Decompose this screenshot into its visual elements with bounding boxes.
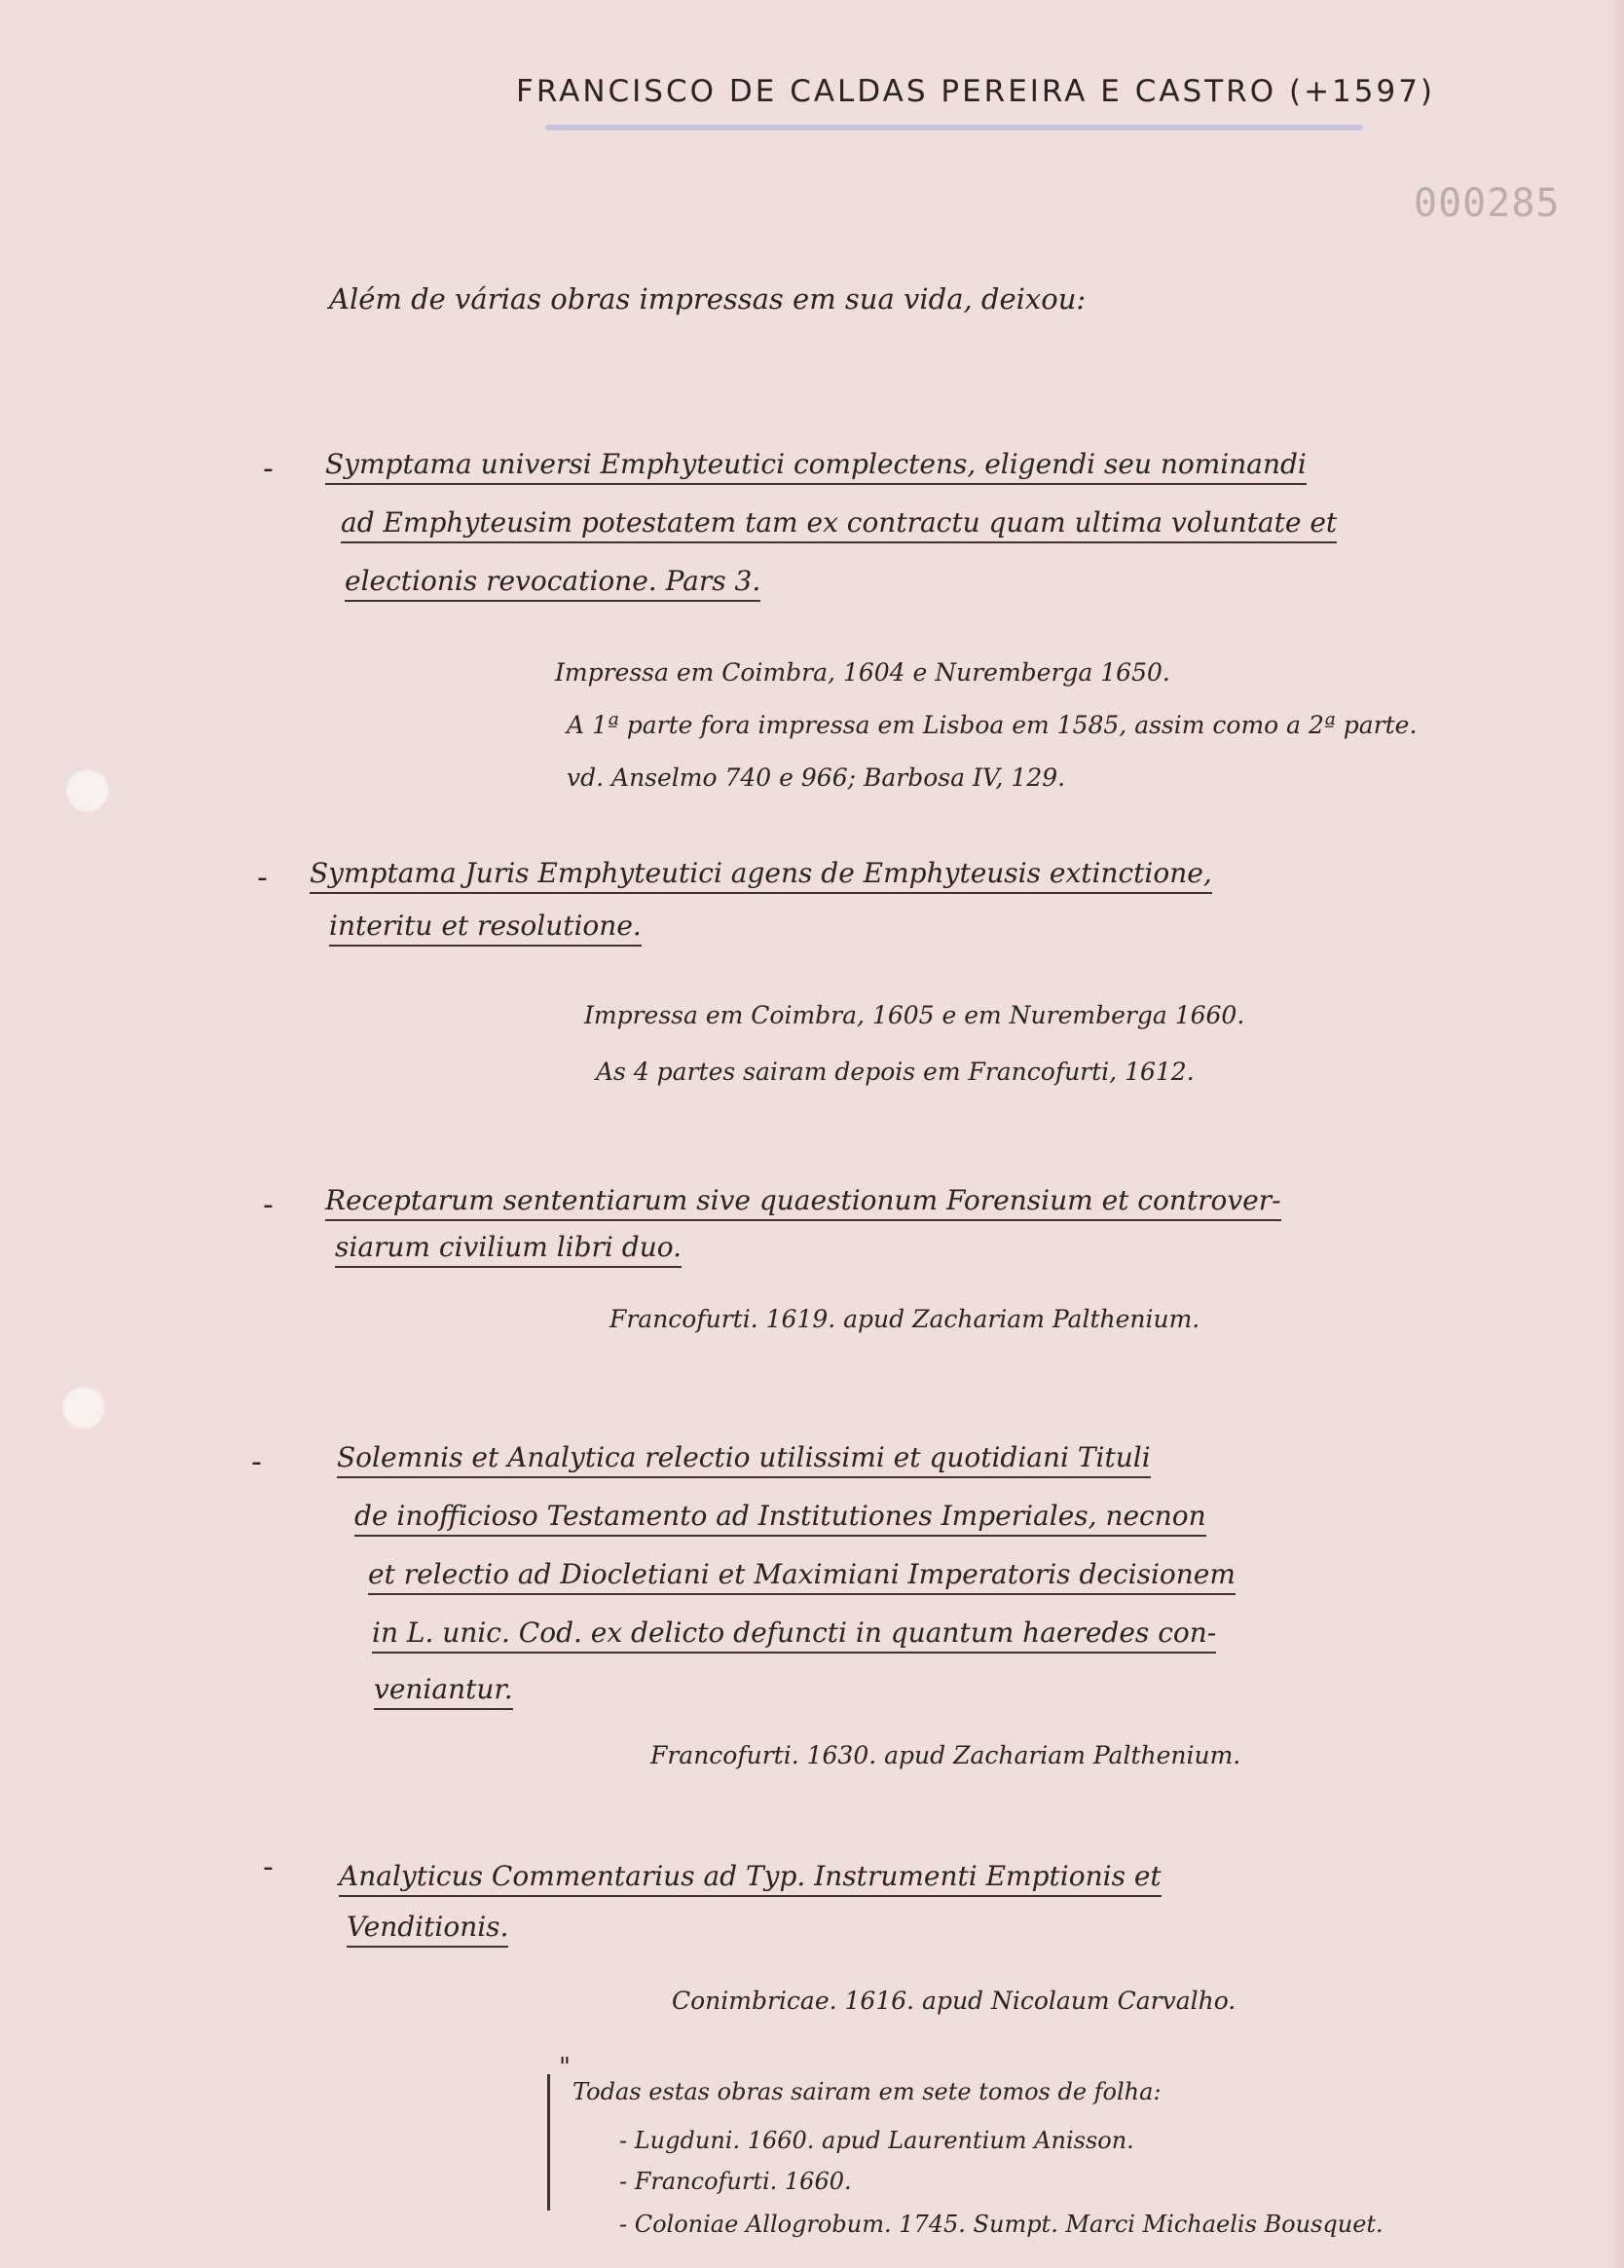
work-1-title-line-3: electionis revocatione. Pars 3. [345,565,760,602]
punch-hole-upper [64,767,109,812]
work-4-title-line-4: in L. unic. Cod. ex delicto defuncti in quantum haeredes con- [372,1617,1216,1654]
work-3-dash: - [263,1188,274,1222]
work-5-dash: - [263,1850,274,1884]
intro-text: Além de várias obras impressas em sua vida, deixou: [329,282,1087,316]
work-1-note-3: vd. Anselmo 740 e 966; Barbosa IV, 129. [567,763,1066,792]
title-underline [545,125,1363,130]
work-1-title-line-1: Symptama universi Emphyteutici complectens, eligendi seu nominandi [325,448,1307,485]
work-1-note-1: Impressa em Coimbra, 1604 e Nuremberga 1650. [555,658,1170,687]
work-4-note-1: Francofurti. 1630. apud Zachariam Palthenium. [650,1741,1241,1769]
archive-stamp-number: 000285 [1414,181,1561,226]
work-1-title-line-2: ad Emphyteusim potestatem tam ex contractu quam ultima voluntate et [341,506,1337,543]
footer-line-4: - Coloniae Allogrobum. 1745. Sumpt. Marci Michaelis Bousquet. [619,2211,1384,2238]
footer-line-1: Todas estas obras sairam em sete tomos de folha: [572,2078,1162,2105]
work-5-title-line-1: Analyticus Commentarius ad Typ. Instrumenti Emptionis et [339,1860,1162,1897]
footer-bracket [547,2074,550,2211]
work-2-note-2: As 4 partes sairam depois em Francofurti, 1612. [596,1058,1195,1086]
work-2-title-line-1: Symptama Juris Emphyteutici agens de Emphyteusis extinctione, [310,857,1212,894]
footer-line-3: - Francofurti. 1660. [619,2168,852,2195]
work-3-note-1: Francofurti. 1619. apud Zachariam Palthenium. [609,1305,1200,1333]
footer-line-2: - Lugduni. 1660. apud Laurentium Anisson. [619,2127,1134,2154]
work-1-note-2: A 1ª parte fora impressa em Lisboa em 1585, assim como a 2ª parte. [567,711,1418,739]
work-5-title-line-2: Venditionis. [347,1911,508,1948]
punch-hole-lower [60,1385,105,1430]
work-4-title-line-2: de inofficioso Testamento ad Institutiones Imperiales, necnon [354,1500,1206,1537]
work-5-note-1: Conimbricae. 1616. apud Nicolaum Carvalho. [672,1987,1236,2015]
work-1-dash: - [263,452,274,486]
work-4-title-line-3: et relectio ad Diocletiani et Maximiani Imperatoris decisionem [368,1558,1236,1595]
opening-quote-mark: " [559,2053,571,2082]
work-4-dash: - [251,1445,262,1479]
work-4-title-line-5: veniantur. [374,1673,513,1710]
work-3-title-line-1: Receptarum sententiarum sive quaestionum Forensium et controver- [325,1184,1281,1221]
work-2-note-1: Impressa em Coimbra, 1605 e em Nuremberga 1660. [584,1001,1245,1029]
page-edge [1610,0,1624,2268]
work-4-title-line-1: Solemnis et Analytica relectio utilissimi et quotidiani Tituli [337,1441,1151,1478]
work-2-dash: - [257,861,268,895]
work-3-title-line-2: siarum civilium libri duo. [335,1231,682,1268]
page-title: FRANCISCO DE CALDAS PEREIRA E CASTRO (+1597) [516,74,1436,109]
work-2-title-line-2: interitu et resolutione. [329,910,642,947]
